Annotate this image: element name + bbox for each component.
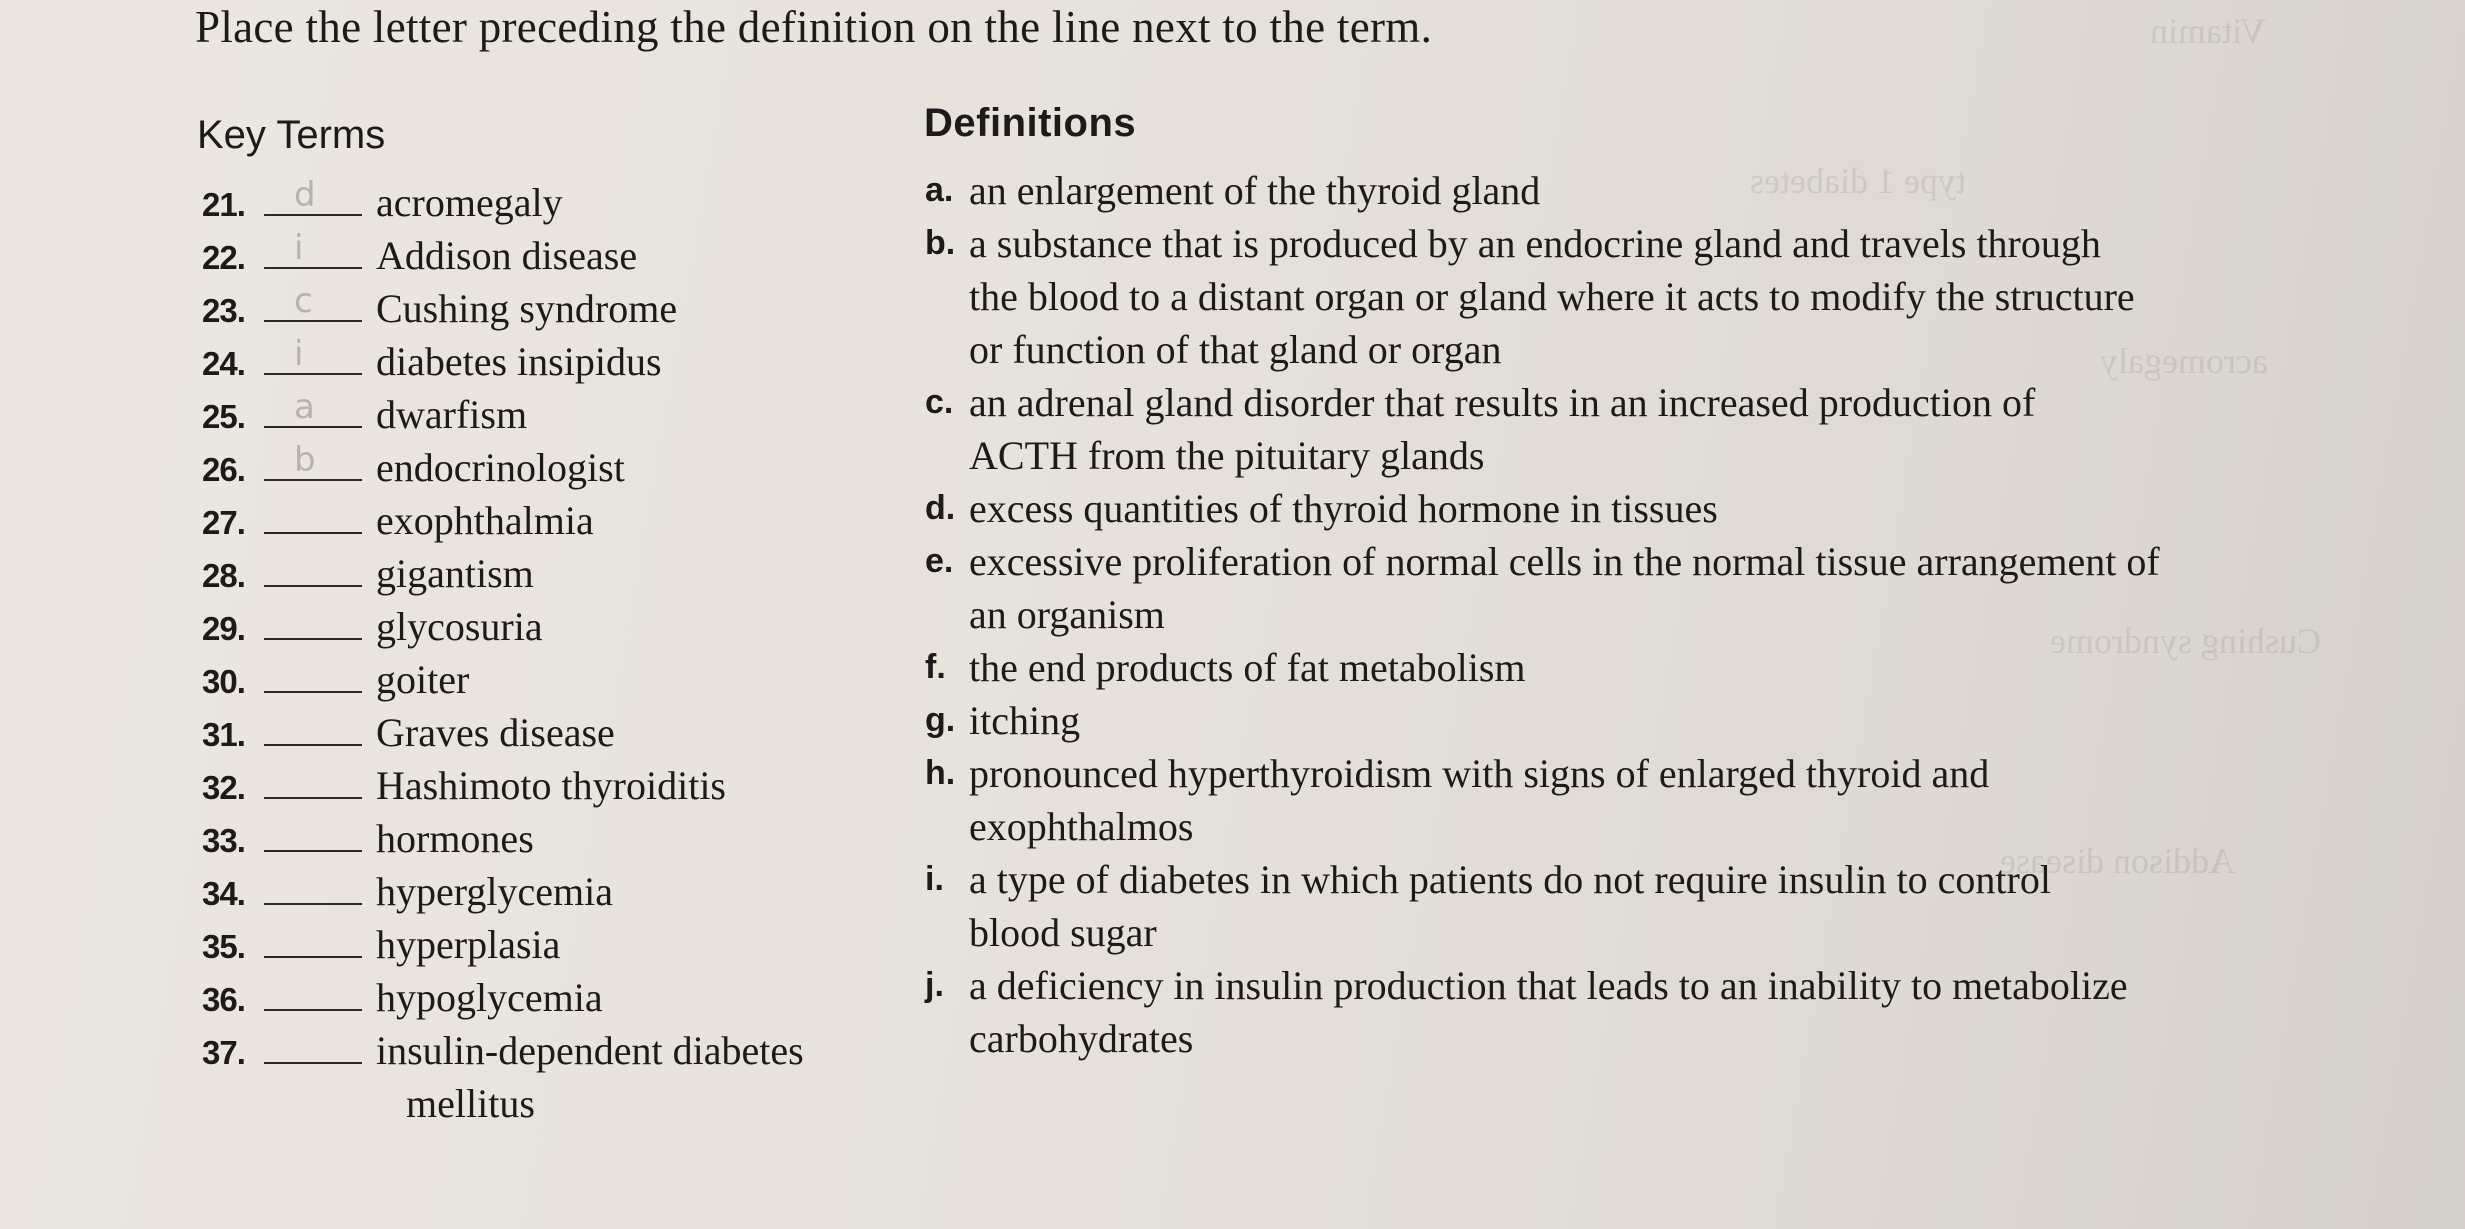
definition-text: blood sugar: [969, 910, 1157, 955]
key-terms-list: [202, 176, 902, 1130]
definition-text: excessive proliferation of normal cells in the normal tissue arrangement of: [969, 539, 2160, 584]
term-number: 37.: [202, 1034, 245, 1071]
answer-blank[interactable]: [264, 1030, 362, 1064]
answer-blank[interactable]: [264, 440, 362, 481]
bleed-through-text: Vitamin: [2150, 11, 2266, 51]
definition-item: [925, 164, 2445, 217]
term-label: exophthalmia: [376, 498, 594, 543]
definition-text: a substance that is produced by an endocrine gland and travels through: [969, 221, 2101, 266]
term-item: [202, 653, 902, 706]
definition-letter: i.: [925, 860, 944, 898]
definition-item: [925, 376, 2445, 482]
definition-text: exophthalmos: [969, 804, 1194, 849]
term-item: [202, 176, 902, 229]
term-number: 35.: [202, 928, 245, 965]
definition-text: excess quantities of thyroid hormone in tissues: [969, 486, 1718, 531]
definition-text: an organism: [969, 592, 1165, 637]
term-item: [202, 706, 902, 759]
answer-blank[interactable]: [264, 334, 362, 375]
term-item: [202, 229, 902, 282]
term-item: [202, 600, 902, 653]
definition-item: [925, 747, 2445, 853]
term-number: 34.: [202, 875, 245, 912]
definition-text: an enlargement of the thyroid gland: [969, 168, 1541, 213]
term-number: 32.: [202, 769, 245, 806]
bleed-through-text: Addison disease: [2000, 841, 2235, 881]
definition-item: [925, 694, 2445, 747]
term-item: [202, 971, 902, 1024]
term-label-continued: mellitus: [406, 1081, 535, 1126]
term-label: gigantism: [376, 551, 534, 596]
term-label: Graves disease: [376, 710, 615, 755]
answer-blank[interactable]: [264, 765, 362, 799]
definition-text: ACTH from the pituitary glands: [969, 433, 1485, 478]
definition-text: carbohydrates: [969, 1016, 1194, 1061]
pencil-answer: i: [294, 228, 304, 268]
term-number: 27.: [202, 504, 245, 541]
term-number: 29.: [202, 610, 245, 647]
definition-item: [925, 853, 2445, 959]
definition-letter: b.: [925, 224, 956, 262]
answer-blank[interactable]: [264, 977, 362, 1011]
term-label: hypoglycemia: [376, 975, 603, 1020]
instruction-text: Place the letter preceding the definition on the line next to the term.: [195, 2, 1433, 52]
term-item: [202, 812, 902, 865]
definition-item: [925, 641, 2445, 694]
term-item: [202, 335, 902, 388]
answer-blank[interactable]: [264, 228, 362, 269]
definition-letter: h.: [925, 754, 956, 792]
term-label: goiter: [376, 657, 470, 702]
term-item: [202, 388, 902, 441]
term-item: [202, 918, 902, 971]
answer-blank[interactable]: [264, 871, 362, 905]
term-number: 23.: [202, 292, 245, 329]
answer-blank[interactable]: [264, 387, 362, 428]
term-label: Cushing syndrome: [376, 286, 678, 331]
term-item: [202, 1024, 902, 1077]
answer-blank[interactable]: [264, 175, 362, 216]
definition-text: pronounced hyperthyroidism with signs of enlarged thyroid and: [969, 751, 1990, 796]
term-label: Addison disease: [376, 233, 638, 278]
key-terms-heading: Key Terms: [197, 113, 386, 157]
definition-text: the blood to a distant organ or gland where it acts to modify the structure: [969, 274, 2135, 319]
term-label: endocrinologist: [376, 445, 625, 490]
term-number: 22.: [202, 239, 245, 276]
term-number: 33.: [202, 822, 245, 859]
term-number: 31.: [202, 716, 245, 753]
answer-blank[interactable]: [264, 659, 362, 693]
bleed-through-text: type 1 diabetes: [1750, 161, 1966, 201]
definition-text: an adrenal gland disorder that results in an increased production of: [969, 380, 2036, 425]
definition-letter: a.: [925, 171, 954, 209]
answer-blank[interactable]: [264, 281, 362, 322]
definitions-list: [925, 164, 2445, 1065]
definition-letter: j.: [925, 966, 944, 1004]
definition-text: a type of diabetes in which patients do not require insulin to control: [969, 857, 2051, 902]
term-item: [202, 441, 902, 494]
term-item: [202, 759, 902, 812]
definition-item: [925, 535, 2445, 641]
definition-text: the end products of fat metabolism: [969, 645, 1526, 690]
term-number: 30.: [202, 663, 245, 700]
definition-letter: e.: [925, 542, 954, 580]
answer-blank[interactable]: [264, 818, 362, 852]
answer-blank[interactable]: [264, 712, 362, 746]
definition-letter: c.: [925, 383, 954, 421]
term-label: hormones: [376, 816, 534, 861]
term-number: 36.: [202, 981, 245, 1018]
answer-blank[interactable]: [264, 606, 362, 640]
term-label: diabetes insipidus: [376, 339, 662, 384]
term-number: 24.: [202, 345, 245, 382]
answer-blank[interactable]: [264, 500, 362, 534]
bleed-through-text: acromegaly: [2100, 341, 2268, 381]
definition-item: [925, 959, 2445, 1065]
definition-item: [925, 217, 2445, 376]
definition-text: or function of that gland or organ: [969, 327, 1502, 372]
term-label: acromegaly: [376, 180, 563, 225]
term-item: [202, 865, 902, 918]
pencil-answer: c: [294, 281, 313, 321]
term-label: hyperplasia: [376, 922, 561, 967]
definition-letter: g.: [925, 701, 956, 739]
term-label: glycosuria: [376, 604, 543, 649]
term-item: [202, 547, 902, 600]
term-label: Hashimoto thyroiditis: [376, 763, 726, 808]
term-item: [202, 282, 902, 335]
term-number: 21.: [202, 186, 245, 223]
definitions-heading: Definitions: [924, 101, 1137, 145]
term-label: insulin-dependent diabetes: [376, 1028, 804, 1073]
pencil-answer: d: [294, 175, 316, 215]
term-number: 26.: [202, 451, 245, 488]
definition-letter: f.: [925, 648, 946, 686]
term-item: [202, 494, 902, 547]
pencil-answer: a: [294, 387, 315, 427]
answer-blank[interactable]: [264, 553, 362, 587]
bleed-through-text: Cushing syndrome: [2050, 621, 2322, 661]
definition-text: itching: [969, 698, 1081, 743]
pencil-answer: i: [294, 334, 304, 374]
term-label: hyperglycemia: [376, 869, 613, 914]
pencil-answer: b: [294, 440, 316, 480]
term-number: 28.: [202, 557, 245, 594]
answer-blank[interactable]: [264, 924, 362, 958]
term-label: dwarfism: [376, 392, 528, 437]
definition-item: [925, 482, 2445, 535]
definition-letter: d.: [925, 489, 956, 527]
definition-text: a deficiency in insulin production that leads to an inability to metabolize: [969, 963, 2128, 1008]
term-number: 25.: [202, 398, 245, 435]
